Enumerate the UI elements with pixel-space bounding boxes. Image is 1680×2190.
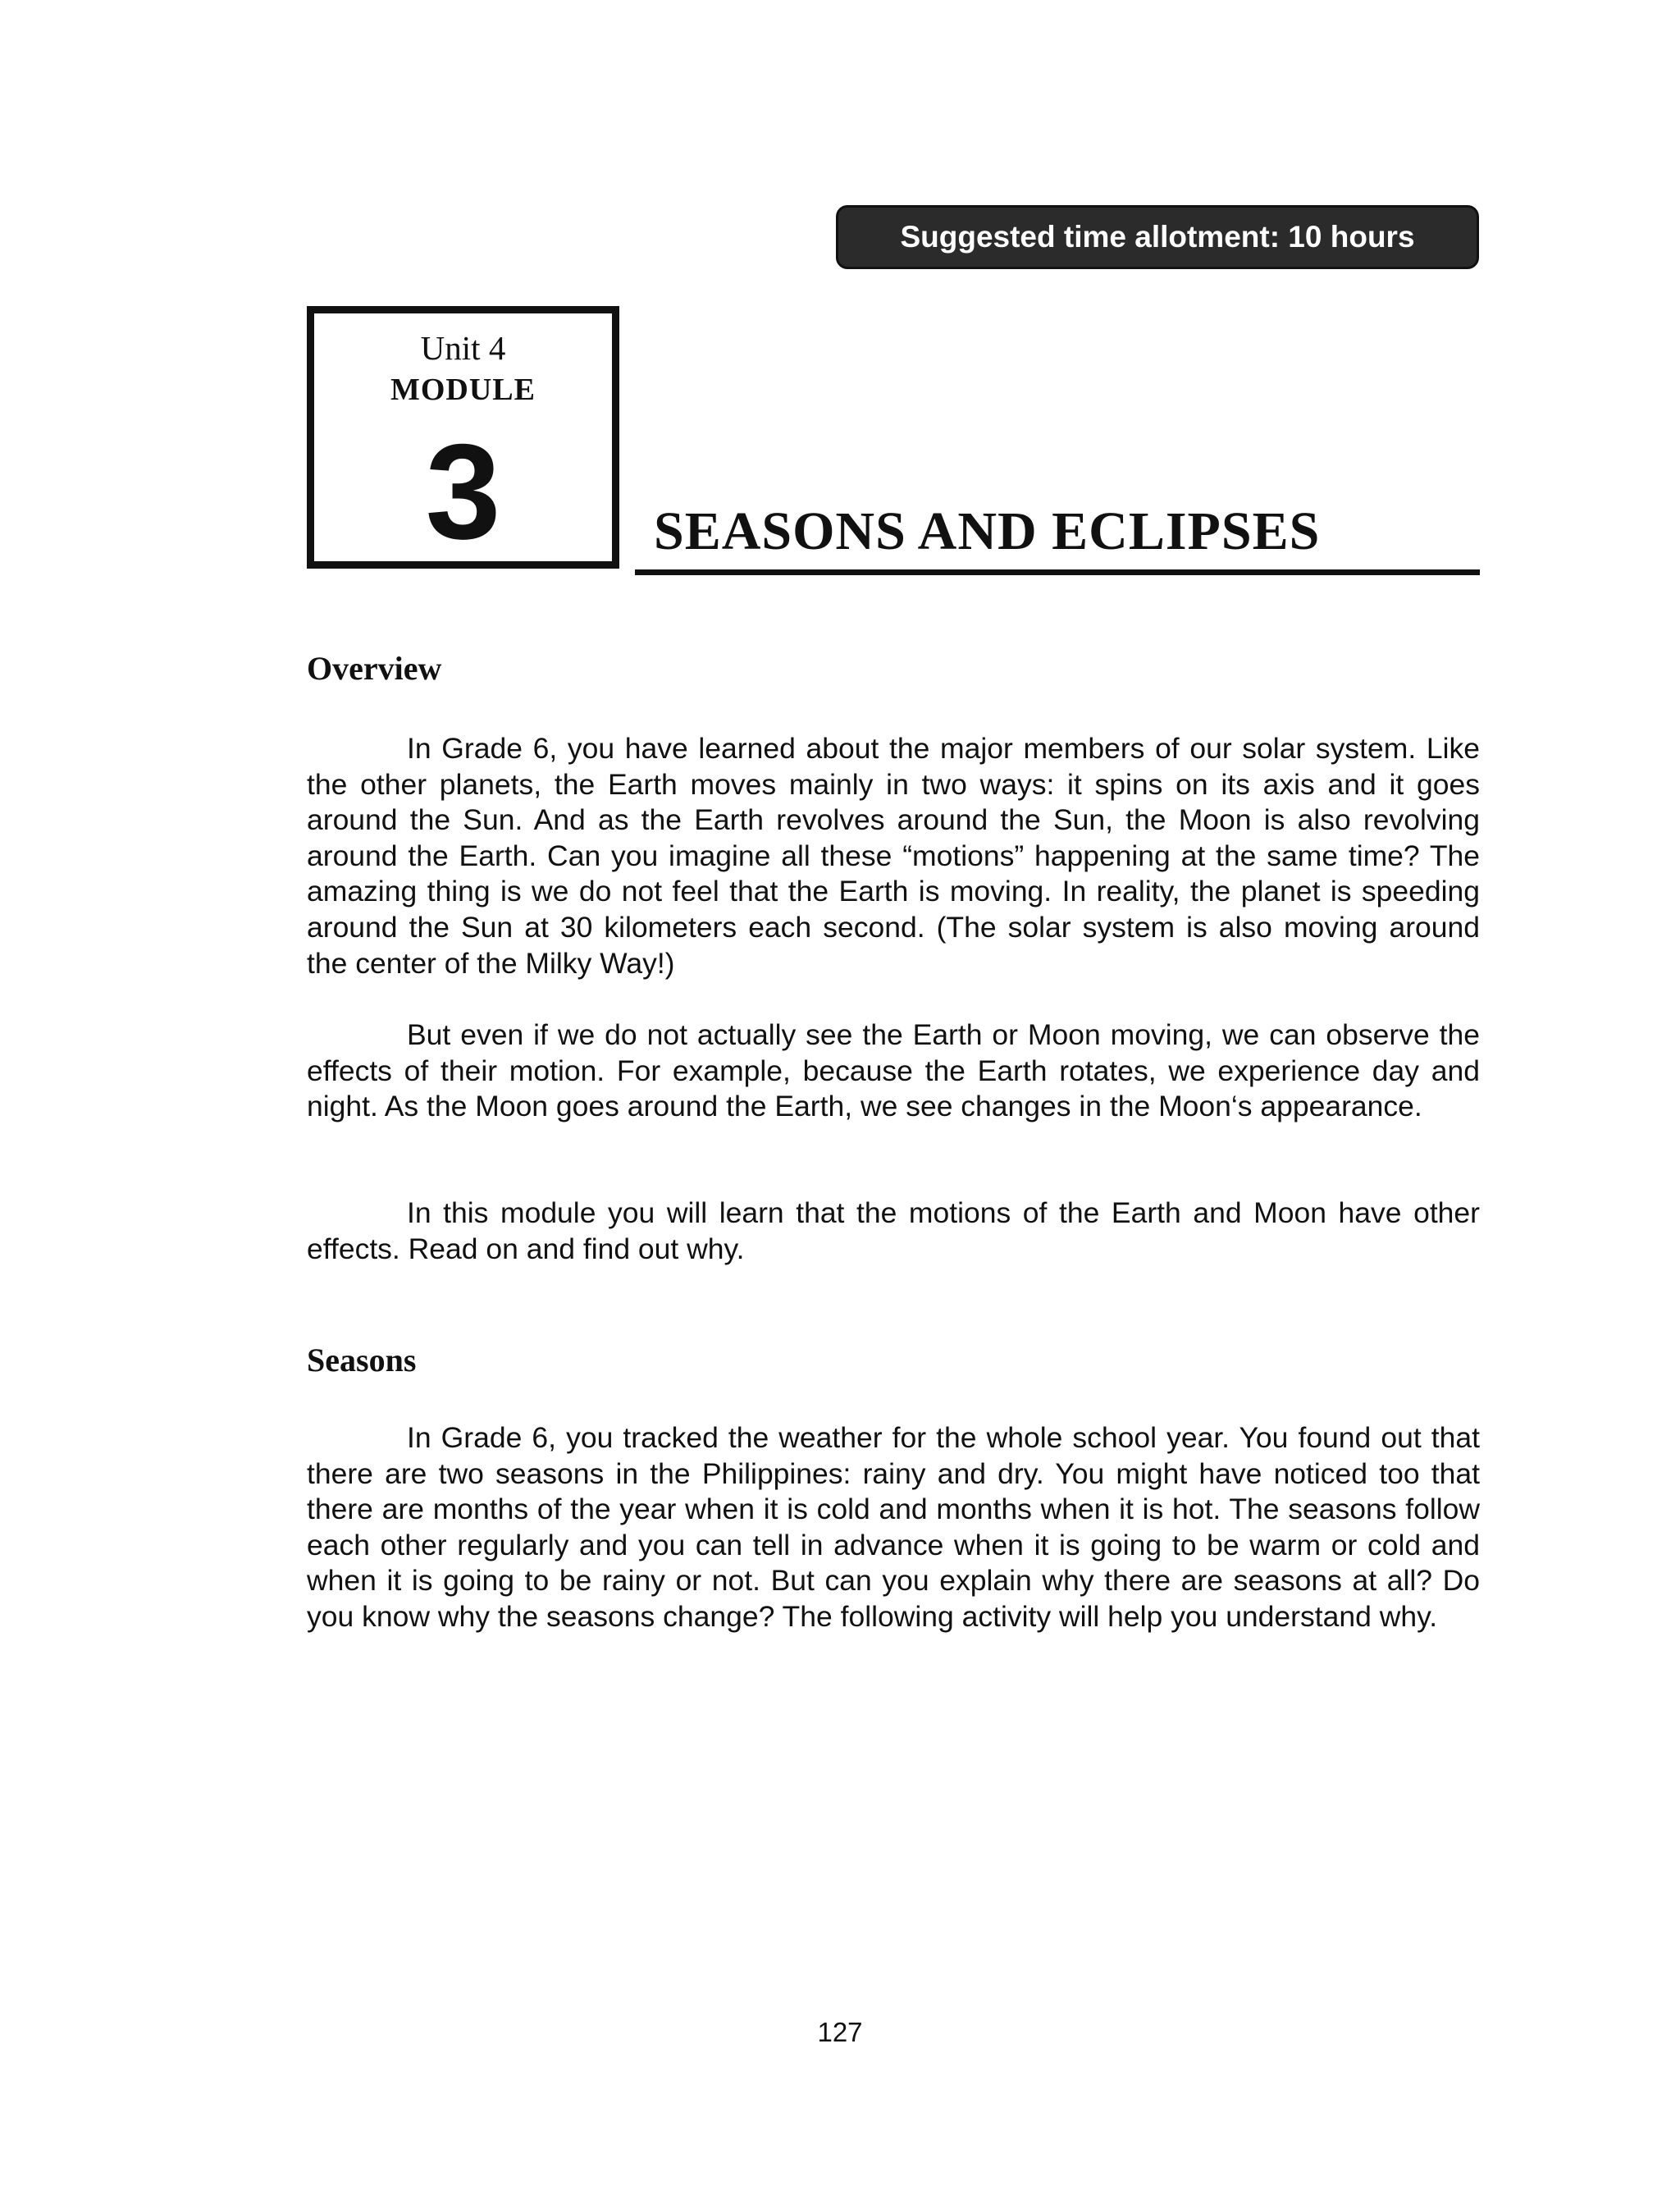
module-box xyxy=(307,306,619,569)
seasons-heading: Seasons xyxy=(307,1342,417,1378)
module-label: MODULE xyxy=(390,373,536,407)
title-underline xyxy=(635,569,1480,575)
module-title: SEASONS AND ECLIPSES xyxy=(654,501,1321,561)
overview-paragraph-1: In Grade 6, you have learned about the major members of our solar system. Like the other planets, the Earth moves mainly in two ways: it spins on its axis and it goes around the Sun. And as the Earth revolves around the Sun, the Moon is also revolving around the Earth. Can you imagine all these “motions” happening at the same time? The amazing thing is we do not feel that the Earth is moving. In reality, the planet is speeding around the Sun at 30 kilometers each second. (The solar system is also moving around the center of the Milky Way!) xyxy=(307,732,1480,980)
overview-paragraph-2: But even if we do not actually see the Earth or Moon moving, we can observe the effects of their motion. For example, because the Earth rotates, we experience day and night. As the Moon goes around the Earth, we see changes in the Moon‘s appearance. xyxy=(307,1018,1480,1123)
overview-paragraph-3: In this module you will learn that the motions of the Earth and Moon have other effects. Read on and find out why. xyxy=(307,1196,1480,1265)
page-number: 127 xyxy=(817,2017,863,2047)
seasons-paragraph-1: In Grade 6, you tracked the weather for the whole school year. You found out that there are two seasons in the Philippines: rainy and dry. You might have noticed too that there are months of the year when it is cold and months when it is hot. The seasons follow each other regularly and you can tell in advance when it is going to be warm or cold and when it is going to be rainy or not. But can you explain why there are seasons at all? Do you know why the seasons change? The following activity will help you understand why. xyxy=(307,1421,1480,1633)
time-allotment-badge: Suggested time allotment: 10 hours xyxy=(836,205,1479,269)
overview-heading: Overview xyxy=(307,650,442,687)
module-number: 3 xyxy=(425,416,501,567)
unit-label: Unit 4 xyxy=(420,329,506,367)
